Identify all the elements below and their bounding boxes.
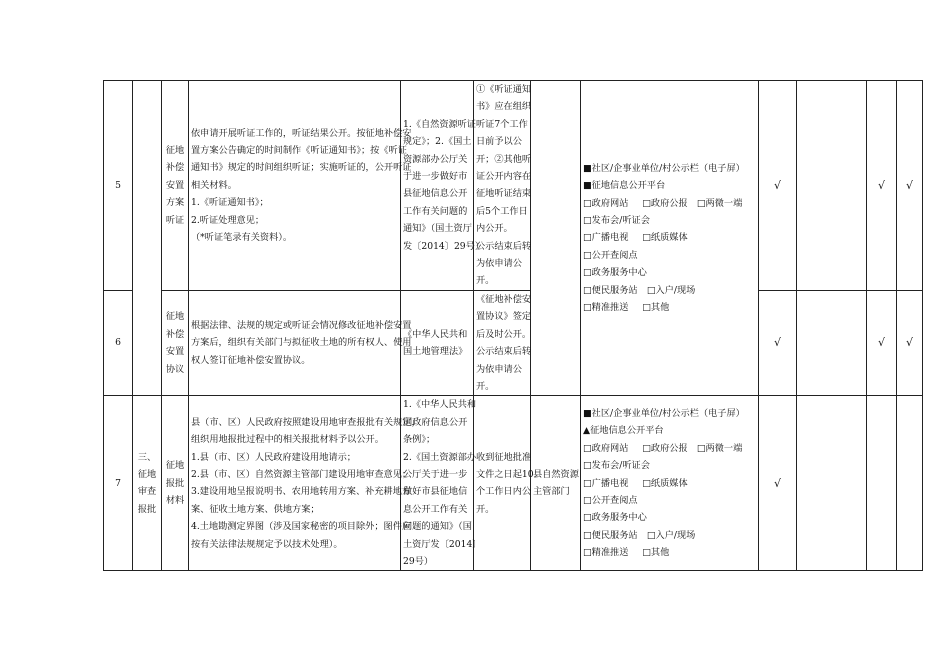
empty-cell — [797, 396, 867, 571]
channels-cell: ■社区/企事业单位/村公示栏（电子屏） ■征地信息公开平台 □政府网站 □政府公报 □两微一端 □发布会/听证会 □广播电视 □纸质媒体 □公开查阅点 □政务服务中心 □便民服务站 □入户/现场 □精准推送 □其他 — [581, 81, 759, 396]
content-cell: 依申请开展听证工作的，听证结果公开。按征地补偿安 置方案公告确定的时间制作《听证通知书》；按《听证 通知书》规定的时间组织听证；实施听证的，公开听证 相关材料。 1.《听证通知书》； 2.听证处理意见； （*听证笔录有关资料）。 — [189, 81, 401, 291]
item-name: 征地补偿安置协议 — [162, 290, 189, 395]
subject-cell: 县自然资源 主管部门 — [531, 396, 581, 571]
check-mark: √ — [759, 290, 797, 395]
check-mark: √ — [867, 290, 897, 395]
channels-cell: ■社区/企事业单位/村公示栏（电子屏） ▲征地信息公开平台 □政府网站 □政府公报 □两微一端 □发布会/听证会 □广播电视 □纸质媒体 □公开查阅点 □政务服务中心 □便民服务站 □入户/现场 □精准推送 □其他 — [581, 396, 759, 571]
category-cell: 三、征地审查报批 — [133, 396, 162, 571]
basis-cell: 1.《自然资源听证 规定》；2.《国土 资源部办公厅关 于进一步做好市 县征地信息公开 工作有关问题的 通知》（国土资厅 发〔2014〕29号） — [401, 81, 474, 291]
category-cell — [133, 81, 162, 396]
item-name: 征地补偿安置方案听证 — [162, 81, 189, 291]
empty-cell — [797, 290, 867, 395]
check-mark: √ — [759, 81, 797, 291]
item-name: 征地报批材料 — [162, 396, 189, 571]
row-number: 7 — [104, 396, 133, 571]
check-mark — [867, 396, 897, 571]
row-number: 5 — [104, 81, 133, 291]
check-mark: √ — [867, 81, 897, 291]
subject-cell — [531, 81, 581, 396]
table-row — [104, 396, 951, 571]
time-limit-cell: 《征地补偿安 置协议》签定 后及时公开。 公示结束后转 为依申请公 开。 — [474, 290, 531, 395]
table-row — [104, 81, 951, 291]
check-mark — [897, 396, 923, 571]
check-mark: √ — [897, 81, 923, 291]
content-cell: 根据法律、法规的规定或听证会情况修改征地补偿安置 方案后，组织有关部门与拟征收土地的所有权人、使用 权人签订征地补偿安置协议。 — [189, 290, 401, 395]
row-number: 6 — [104, 290, 133, 395]
time-limit-cell: ①《听证通知 书》应在组织 听证7个工作 日前予以公 开；②其他听 证公开内容在 征地听证结束 后5个工作日 内公开。 公示结束后转 为依申请公 开。 — [474, 81, 531, 291]
disclosure-table — [103, 80, 951, 571]
check-mark: √ — [759, 396, 797, 571]
time-limit-cell: 收到征地批准 文件之日起10 个工作日内公 开。 — [474, 396, 531, 571]
check-mark: √ — [897, 290, 923, 395]
basis-cell: 1.《中华人民共和 国政府信息公开 条例》； 2.《国土资源部办 公厅关于进一步 做好市县征地信 息公开工作有关 问题的通知》（国 土资厅发〔2014〕 29号） — [401, 396, 474, 571]
content-cell: 县（市、区）人民政府按照建设用地审查报批有关规定， 组织用地报批过程中的相关报批材料予以公开。 1.县（市、区）人民政府建设用地请示； 2.县（市、区）自然资源主管部门建设用地审查意见； 3.建设用地呈报说明书、农用地转用方案、补充耕地方 案、征收土地方案、供地方案； 4.土地勘测定界图（涉及国家秘密的项目除外；图件应 按有关法律法规规定予以技术处理）。 — [189, 396, 401, 571]
table-row — [104, 290, 951, 395]
empty-cell — [797, 81, 867, 291]
basis-cell: 《中华人民共和 国土地管理法》 — [401, 290, 474, 395]
